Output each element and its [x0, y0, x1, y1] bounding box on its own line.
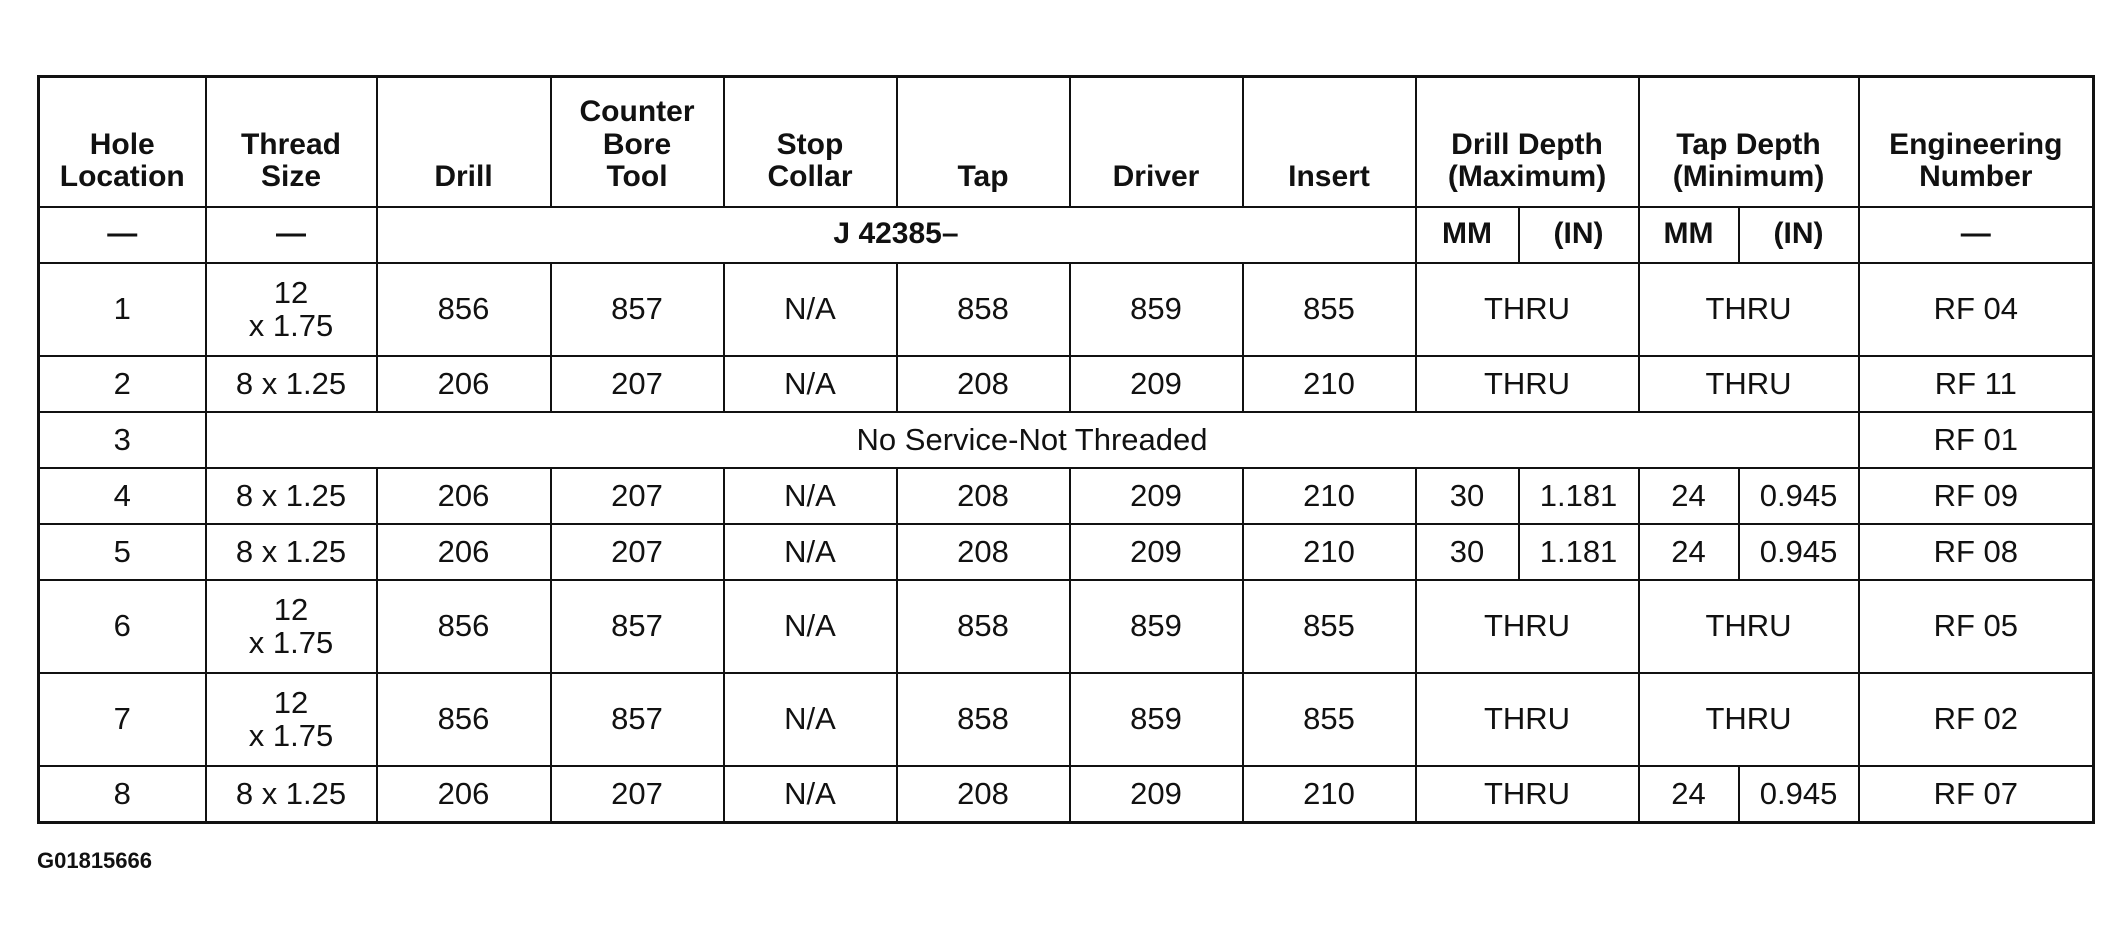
cell-hole: 7: [39, 673, 206, 766]
header-drill-depth: Drill Depth (Maximum): [1416, 77, 1639, 207]
table-row: [39, 263, 2094, 356]
cell-thread-size: 12 x 1.75: [206, 580, 377, 673]
cell-insert: 210: [1243, 468, 1416, 524]
cell-driver: 209: [1070, 524, 1243, 580]
subheader-tool-prefix: J 42385–: [377, 207, 1416, 263]
cell-tap: 208: [897, 524, 1070, 580]
table-row: [39, 468, 2094, 524]
cell-thread-size: 8 x 1.25: [206, 766, 377, 823]
cell-tap-mm: 24: [1639, 766, 1739, 823]
cell-note: No Service-Not Threaded: [206, 412, 1859, 468]
cell-thread-size: 12 x 1.75: [206, 263, 377, 356]
cell-drill: 856: [377, 263, 551, 356]
cell-stop-collar: N/A: [724, 468, 897, 524]
cell-tap-depth: THRU: [1639, 263, 1859, 356]
subheader-dash: —: [1859, 207, 2094, 263]
cell-counter-bore: 207: [551, 766, 724, 823]
cell-tap-in: 0.945: [1739, 766, 1859, 823]
cell-tap: 858: [897, 673, 1070, 766]
header-engineering-number: Engineering Number: [1859, 77, 2094, 207]
cell-insert: 210: [1243, 766, 1416, 823]
subheader-drill-in: (IN): [1519, 207, 1639, 263]
cell-engineering-number: RF 04: [1859, 263, 2094, 356]
cell-engineering-number: RF 01: [1859, 412, 2094, 468]
cell-insert: 855: [1243, 580, 1416, 673]
figure-id: G01815666: [37, 848, 152, 873]
cell-driver: 859: [1070, 263, 1243, 356]
cell-driver: 859: [1070, 580, 1243, 673]
cell-engineering-number: RF 08: [1859, 524, 2094, 580]
cell-drill: 206: [377, 766, 551, 823]
table-row: [39, 766, 2094, 823]
cell-drill-in: 1.181: [1519, 524, 1639, 580]
cell-engineering-number: RF 05: [1859, 580, 2094, 673]
cell-drill: 856: [377, 580, 551, 673]
cell-counter-bore: 207: [551, 468, 724, 524]
cell-drill-depth: THRU: [1416, 263, 1639, 356]
cell-thread-size: 8 x 1.25: [206, 524, 377, 580]
cell-hole: 1: [39, 263, 206, 356]
cell-stop-collar: N/A: [724, 356, 897, 412]
table-row: [39, 673, 2094, 766]
header-driver: Driver: [1070, 77, 1243, 207]
cell-counter-bore: 857: [551, 673, 724, 766]
header-stop-collar: Stop Collar: [724, 77, 897, 207]
cell-drill: 206: [377, 468, 551, 524]
cell-hole: 5: [39, 524, 206, 580]
cell-tap-in: 0.945: [1739, 524, 1859, 580]
cell-hole: 4: [39, 468, 206, 524]
header-tap: Tap: [897, 77, 1070, 207]
subheader-drill-mm: MM: [1416, 207, 1519, 263]
subheader-dash: —: [206, 207, 377, 263]
cell-engineering-number: RF 11: [1859, 356, 2094, 412]
cell-insert: 210: [1243, 356, 1416, 412]
cell-tap: 858: [897, 263, 1070, 356]
cell-hole: 8: [39, 766, 206, 823]
header-thread-size: Thread Size: [206, 77, 377, 207]
cell-engineering-number: RF 07: [1859, 766, 2094, 823]
subheader-tap-in: (IN): [1739, 207, 1859, 263]
cell-stop-collar: N/A: [724, 263, 897, 356]
cell-tap: 208: [897, 468, 1070, 524]
cell-drill-depth: THRU: [1416, 673, 1639, 766]
cell-counter-bore: 207: [551, 524, 724, 580]
table-row: [39, 524, 2094, 580]
cell-tap-in: 0.945: [1739, 468, 1859, 524]
cell-drill-mm: 30: [1416, 524, 1519, 580]
cell-hole: 3: [39, 412, 206, 468]
header-counter-bore-tool: Counter Bore Tool: [551, 77, 724, 207]
subheader-row: [39, 207, 2094, 263]
cell-engineering-number: RF 09: [1859, 468, 2094, 524]
cell-thread-size: 8 x 1.25: [206, 356, 377, 412]
cell-engineering-number: RF 02: [1859, 673, 2094, 766]
cell-insert: 855: [1243, 673, 1416, 766]
cell-driver: 859: [1070, 673, 1243, 766]
cell-drill-depth: THRU: [1416, 356, 1639, 412]
cell-drill: 206: [377, 524, 551, 580]
header-row: [39, 77, 2094, 207]
subheader-tap-mm: MM: [1639, 207, 1739, 263]
cell-thread-size: 12 x 1.75: [206, 673, 377, 766]
table-row: [39, 356, 2094, 412]
cell-thread-size: 8 x 1.25: [206, 468, 377, 524]
cell-drill: 206: [377, 356, 551, 412]
cell-stop-collar: N/A: [724, 580, 897, 673]
subheader-dash: —: [39, 207, 206, 263]
cell-stop-collar: N/A: [724, 524, 897, 580]
cell-counter-bore: 857: [551, 263, 724, 356]
cell-tap-depth: THRU: [1639, 673, 1859, 766]
cell-tap-mm: 24: [1639, 524, 1739, 580]
cell-driver: 209: [1070, 356, 1243, 412]
header-insert: Insert: [1243, 77, 1416, 207]
cell-insert: 210: [1243, 524, 1416, 580]
cell-drill-in: 1.181: [1519, 468, 1639, 524]
table-row: [39, 412, 2094, 468]
cell-counter-bore: 207: [551, 356, 724, 412]
header-hole-location: Hole Location: [39, 77, 206, 207]
cell-tap-mm: 24: [1639, 468, 1739, 524]
cell-stop-collar: N/A: [724, 673, 897, 766]
header-tap-depth: Tap Depth (Minimum): [1639, 77, 1859, 207]
cell-tap: 858: [897, 580, 1070, 673]
cell-tap: 208: [897, 766, 1070, 823]
cell-hole: 6: [39, 580, 206, 673]
cell-drill-depth: THRU: [1416, 766, 1639, 823]
cell-insert: 855: [1243, 263, 1416, 356]
cell-drill-depth: THRU: [1416, 580, 1639, 673]
table-row: [39, 580, 2094, 673]
cell-tap-depth: THRU: [1639, 580, 1859, 673]
header-drill: Drill: [377, 77, 551, 207]
cell-driver: 209: [1070, 766, 1243, 823]
cell-drill: 856: [377, 673, 551, 766]
spec-table: [37, 75, 2095, 824]
cell-counter-bore: 857: [551, 580, 724, 673]
cell-driver: 209: [1070, 468, 1243, 524]
cell-tap: 208: [897, 356, 1070, 412]
cell-drill-mm: 30: [1416, 468, 1519, 524]
cell-stop-collar: N/A: [724, 766, 897, 823]
cell-hole: 2: [39, 356, 206, 412]
cell-tap-depth: THRU: [1639, 356, 1859, 412]
